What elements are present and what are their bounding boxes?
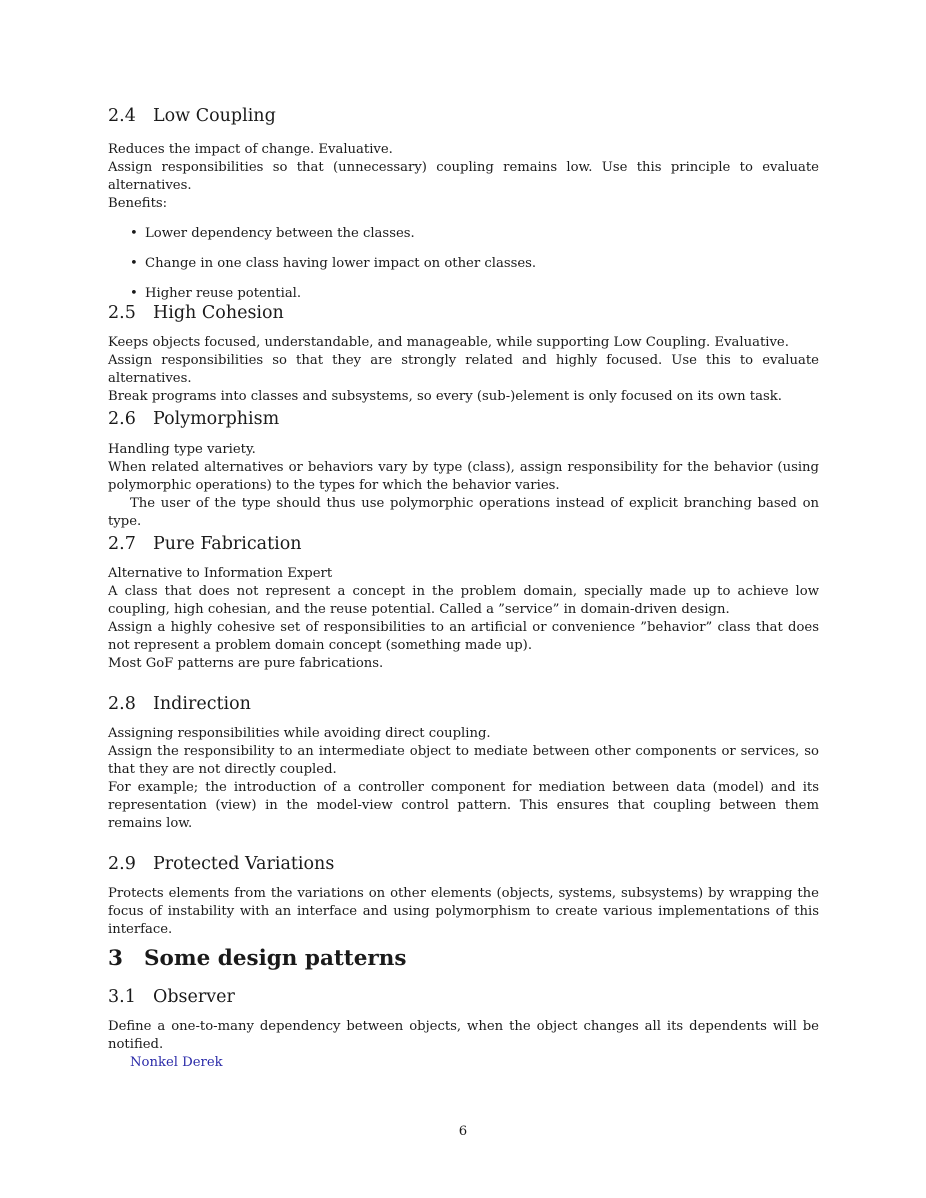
section-heading — [108, 693, 819, 715]
bullet-icon: • — [130, 286, 138, 301]
list-item-text: Lower dependency between the classes. — [145, 226, 415, 241]
text-line: Reduces the impact of change. Evaluative. — [108, 142, 393, 157]
paragraph: Handling type variety. — [108, 442, 256, 457]
section-number: 2.4 — [108, 106, 136, 126]
paragraph: For example; the introduction of a controller component for mediation between data (model) and its representation (view) in the model-view control pattern. This ensures that coupling between them remains low. — [108, 780, 819, 831]
section-number: 3.1 — [108, 987, 136, 1007]
section-title: Pure Fabrication — [153, 534, 302, 554]
section-heading — [108, 853, 819, 875]
section-2-8 — [108, 693, 819, 833]
section-3-1 — [108, 986, 819, 1072]
section-title: Indirection — [153, 694, 251, 714]
text-line: Break programs into classes and subsystems, so every (sub-)element is only focused on its own task. — [108, 389, 782, 404]
section-2-5 — [108, 302, 819, 406]
list-item — [108, 225, 819, 255]
paragraph — [108, 334, 819, 406]
text-line: Benefits: — [108, 196, 168, 211]
section-title: High Cohesion — [153, 303, 284, 323]
section-2-9 — [108, 853, 819, 939]
paragraph: Assign the responsibility to an intermediate object to mediate between other components or services, so that they are not directly coupled. — [108, 744, 819, 777]
section-2-4 — [108, 105, 819, 315]
paragraph: Assign a highly cohesive set of responsibilities to an artificial or convenience ”behavior” class that does not represent a problem domain concept (something made up). — [108, 620, 819, 653]
paragraph: Most GoF patterns are pure fabrications. — [108, 656, 384, 671]
chapter-3 — [108, 946, 819, 972]
section-number: 2.8 — [108, 694, 136, 714]
section-title: Polymorphism — [153, 409, 280, 429]
section-number: 2.6 — [108, 409, 136, 429]
section-number: 2.7 — [108, 534, 136, 554]
chapter-number: 3 — [108, 946, 123, 971]
chapter-heading — [108, 946, 819, 972]
paragraph: Assigning responsibilities while avoiding direct coupling. — [108, 726, 491, 741]
paragraph: Alternative to Information Expert — [108, 566, 333, 581]
section-heading — [108, 408, 819, 430]
paragraph: Define a one-to-many dependency between objects, when the object changes all its dependents will be notified. — [108, 1019, 819, 1052]
list-item-text: Higher reuse potential. — [145, 286, 302, 301]
list-item — [108, 255, 819, 285]
section-title: Protected Variations — [153, 854, 335, 874]
paragraph — [108, 141, 819, 213]
text-line: Assign responsibilities so that they are strongly related and highly focused. Use this to evaluate alternatives. — [108, 353, 819, 386]
section-heading — [108, 302, 819, 324]
section-2-6 — [108, 408, 819, 531]
paragraph: When related alternatives or behaviors vary by type (class), assign responsibility for the behavior (using polymorphic operations) to the types for which the behavior varies. — [108, 460, 819, 493]
section-heading — [108, 986, 819, 1008]
page-number: 6 — [458, 1124, 468, 1139]
section-number: 2.9 — [108, 854, 136, 874]
text-line: Keeps objects focused, understandable, and manageable, while supporting Low Coupling. Evaluative. — [108, 335, 789, 350]
text-line: Assign responsibilities so that (unnecessary) coupling remains low. Use this principle to evaluate alternatives. — [108, 160, 819, 193]
paragraph: Protects elements from the variations on other elements (objects, systems, subsystems) by wrapping the focus of instability with an interface and using polymorphism to create various implementations of this interface. — [108, 886, 819, 937]
bullet-icon: • — [130, 226, 138, 241]
author-link[interactable]: Nonkel Derek — [130, 1055, 223, 1070]
list-item-text: Change in one class having lower impact on other classes. — [145, 256, 537, 271]
section-title: Observer — [153, 987, 235, 1007]
bullet-icon: • — [130, 256, 138, 271]
section-heading — [108, 533, 819, 555]
section-heading — [108, 105, 819, 127]
section-2-7 — [108, 533, 819, 673]
paragraph: A class that does not represent a concept in the problem domain, specially made up to achieve low coupling, high cohesian, and the reuse potential. Called a ”service” in domain-driven design. — [108, 584, 819, 617]
paragraph: The user of the type should thus use polymorphic operations instead of explicit branching based on type. — [108, 496, 819, 529]
section-number: 2.5 — [108, 303, 136, 323]
chapter-title: Some design patterns — [144, 946, 407, 971]
section-title: Low Coupling — [153, 106, 276, 126]
